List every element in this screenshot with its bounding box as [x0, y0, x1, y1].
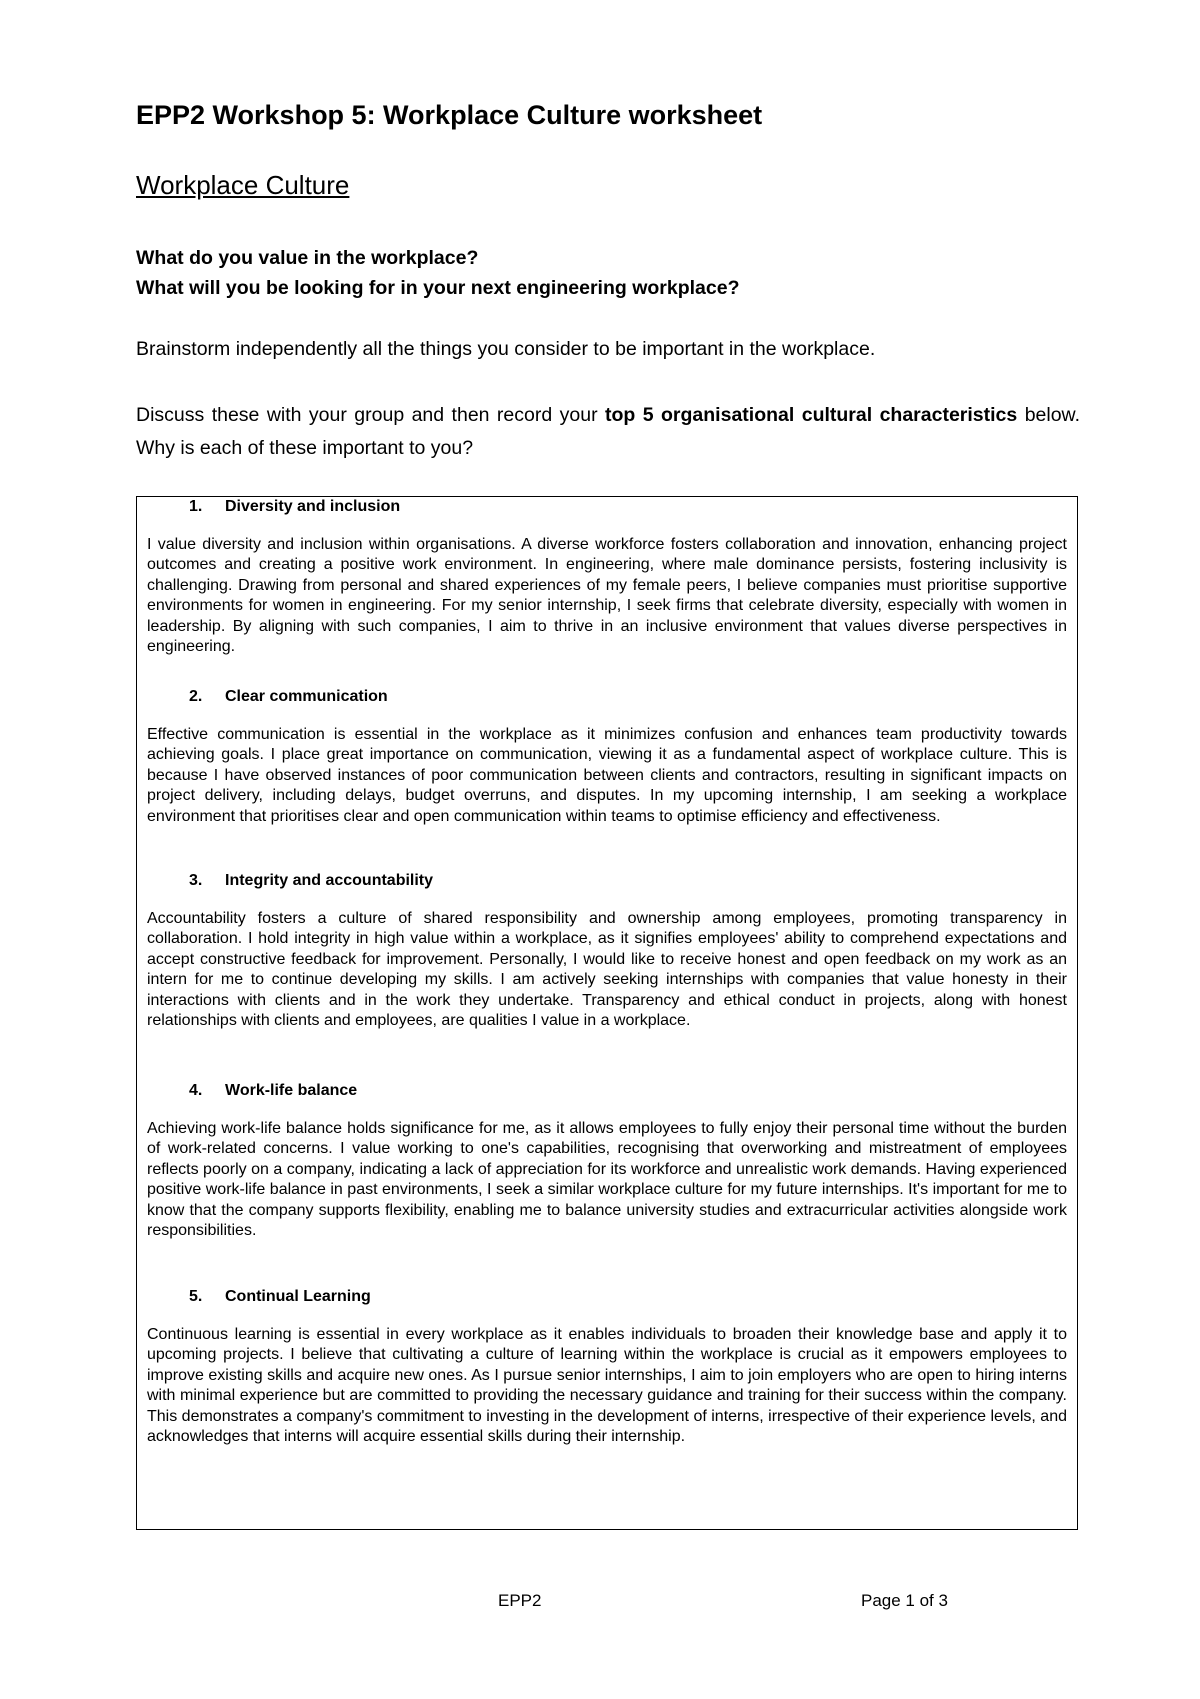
discuss-suffix: below. Why is each of these important to you? — [136, 404, 1080, 459]
characteristic-title: Continual Learning — [225, 1288, 371, 1305]
document-title: EPP2 Workshop 5: Workplace Culture worksheet — [136, 100, 763, 130]
characteristic-heading — [189, 1287, 1067, 1307]
characteristic-number: 4. — [189, 1082, 203, 1099]
characteristic-number: 1. — [189, 498, 203, 515]
answer-box — [136, 496, 1078, 1530]
characteristic-heading — [189, 1081, 1067, 1101]
characteristic-heading — [189, 871, 1067, 891]
characteristic-body: Achieving work-life balance holds significance for me, as it allows employees to fully enjoy their personal time without the burden of work-related concerns. I value working to one's capabilities, recognising that overworking and mistreatment of employees reflects poorly on a company, indicating a lack of appreciation for its workforce and unrealistic work demands. Having experienced positive work-life balance in past environments, I seek a similar workplace culture for my future internships. It's important for me to know that the company supports flexibility, enabling me to balance university studies and extracurricular activities alongside work responsibilities. — [147, 1120, 1067, 1240]
characteristic-item — [147, 871, 1067, 1031]
discuss-instruction — [136, 399, 1080, 465]
characteristic-title: Clear communication — [225, 688, 388, 705]
brainstorm-instruction: Brainstorm independently all the things you consider to be important in the workplace. — [136, 338, 876, 360]
footer-page-number: Page 1 of 3 — [861, 1591, 948, 1610]
characteristic-number: 2. — [189, 688, 203, 705]
question-next-workplace: What will you be looking for in your next engineering workplace? — [136, 277, 740, 299]
characteristic-body: Continuous learning is essential in every workplace as it enables individuals to broaden their knowledge base and apply it to upcoming projects. I believe that cultivating a culture of learning within the workplace is crucial as it empowers employees to improve existing skills and acquire new ones. As I pursue senior internships, I aim to join employers who are open to hiring interns with minimal experience but are committed to providing the necessary guidance and training for their success within the company. This demonstrates a company's commitment to investing in the development of interns, irrespective of their experience levels, and acknowledges that interns will acquire essential skills during their internship. — [147, 1326, 1067, 1446]
characteristic-item — [147, 1287, 1067, 1447]
section-heading: Workplace Culture — [136, 170, 350, 200]
question-values: What do you value in the workplace? — [136, 247, 479, 269]
characteristic-body: Accountability fosters a culture of shared responsibility and ownership among employees, promoting transparency in collaboration. I hold integrity in high value within a workplace, as it signifies employees' ability to comprehend expectations and accept constructive feedback for improvement. Personally, I would like to receive honest and open feedback on my work as an intern for me to continue developing my skills. I am actively seeking internships with companies that value honesty in their interactions with clients and in the work they undertake. Transparency and ethical conduct in projects, along with honest relationships with clients and employees, are qualities I value in a workplace. — [147, 910, 1067, 1030]
characteristic-item — [147, 497, 1067, 657]
characteristic-item — [147, 1081, 1067, 1241]
footer-course-code: EPP2 — [498, 1591, 542, 1610]
characteristic-body: I value diversity and inclusion within organisations. A diverse workforce fosters collaboration and innovation, enhancing project outcomes and creating a positive work environment. In engineering, where male dominance persists, fostering inclusivity is challenging. Drawing from personal and shared experiences of my female peers, I believe companies must prioritise supportive environments for women in engineering. For my senior internship, I seek firms that celebrate diversity, especially with women in leadership. By aligning with such companies, I aim to thrive in an inclusive environment that values diverse perspectives in engineering. — [147, 536, 1067, 656]
document-page — [136, 0, 1080, 1699]
characteristic-number: 3. — [189, 872, 203, 889]
discuss-emphasis: top 5 organisational cultural characteristics — [605, 404, 1018, 426]
characteristic-number: 5. — [189, 1288, 203, 1305]
characteristic-title: Integrity and accountability — [225, 872, 434, 889]
characteristic-title: Work-life balance — [225, 1082, 358, 1099]
characteristic-body: Effective communication is essential in the workplace as it minimizes confusion and enhances team productivity towards achieving goals. I place great importance on communication, viewing it as a fundamental aspect of workplace culture. This is because I have observed instances of poor communication between clients and contractors, resulting in significant impacts on project delivery, including delays, budget overruns, and disputes. In my upcoming internship, I am seeking a workplace environment that prioritises clear and open communication within teams to optimise efficiency and effectiveness. — [147, 726, 1067, 825]
characteristic-heading — [189, 687, 1067, 707]
characteristic-heading — [189, 497, 1067, 517]
characteristic-title: Diversity and inclusion — [225, 498, 401, 515]
discuss-prefix: Discuss these with your group and then record your — [136, 404, 605, 426]
prompt-questions — [136, 243, 739, 303]
characteristic-item — [147, 687, 1067, 827]
